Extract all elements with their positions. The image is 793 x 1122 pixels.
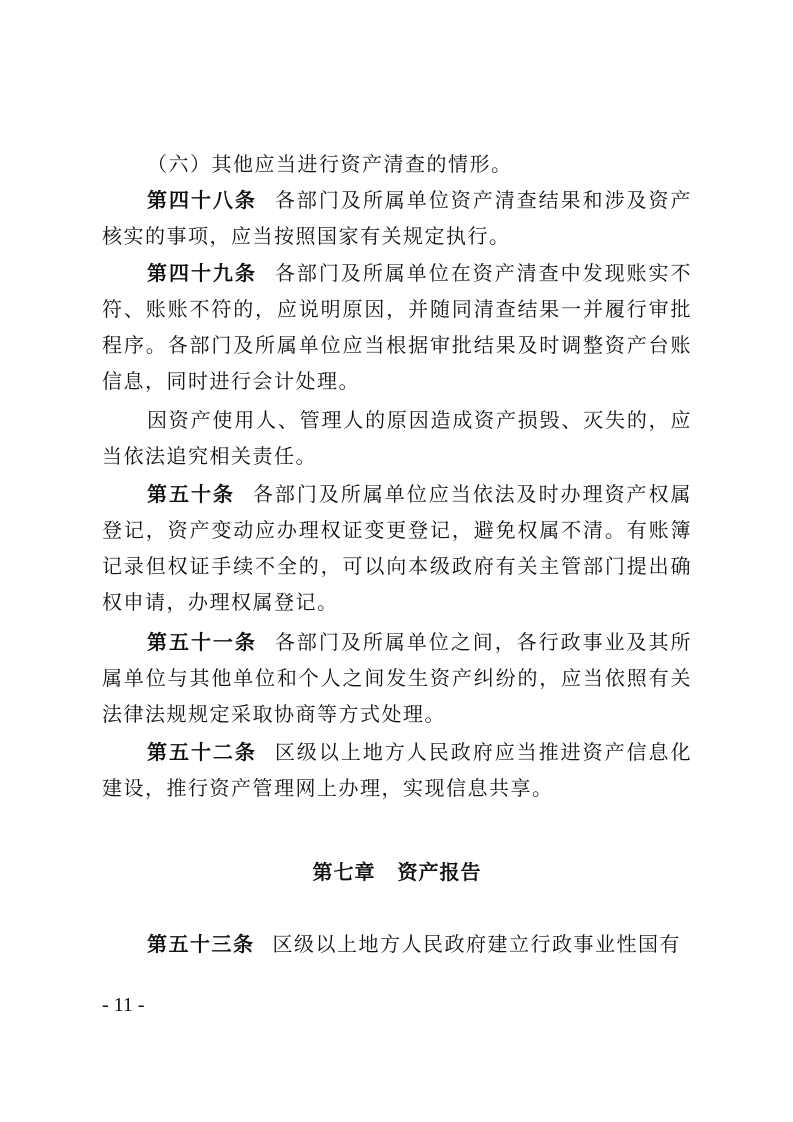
article-53 (102, 926, 692, 962)
article-52 (102, 734, 692, 806)
article-heading: 第五十一条 (147, 630, 257, 654)
paragraph-liability (102, 402, 692, 474)
paragraph-text: 区级以上地方人民政府应当推进资产信息化建设，推行资产管理网上办理，实现信息共享。 (102, 740, 693, 800)
article-heading: 第五十三条 (147, 932, 255, 956)
article-50 (102, 476, 692, 620)
article-heading: 第五十条 (147, 482, 235, 506)
article-51 (102, 624, 692, 732)
paragraph-text: 各部门及所属单位应当依法及时办理资产权属登记，资产变动应办理权证变更登记，避免权属不清。有账簿记录但权证手续不全的，可以向本级政府有关主管部门提出确权申请，办理权属登记。 (102, 482, 693, 614)
article-48 (102, 182, 692, 254)
paragraph-text: 因资产使用人、管理人的原因造成资产损毁、灭失的，应当依法追究相关责任。 (102, 408, 692, 468)
article-heading: 第四十九条 (147, 261, 257, 285)
paragraph-text: 各部门及所属单位资产清查结果和涉及资产核实的事项，应当按照国家有关规定执行。 (102, 188, 693, 248)
paragraph-text: 各部门及所属单位在资产清查中发现账实不符、账账不符的，应说明原因，并随同清查结果一并履行审批程序。各部门及所属单位应当根据审批结果及时调整资产台账信息，同时进行会计处理。 (102, 261, 693, 393)
article-49 (102, 255, 692, 399)
chapter-heading (102, 854, 692, 890)
page-number: - 11 - (102, 994, 145, 1016)
paragraph-item-6 (102, 146, 692, 182)
chapter-number: 第七章 (312, 860, 376, 884)
paragraph-text: （六）其他应当进行资产清查的情形。 (147, 152, 513, 176)
paragraph-text: 各部门及所属单位之间，各行政事业及其所属单位与其他单位和个人之间发生资产纠纷的，应当依照有关法律法规规定采取协商等方式处理。 (102, 630, 693, 726)
article-heading: 第五十二条 (147, 740, 257, 764)
paragraph-text: 区级以上地方人民政府建立行政事业性国有 (272, 932, 681, 956)
article-heading: 第四十八条 (147, 188, 257, 212)
chapter-title: 资产报告 (397, 860, 482, 884)
